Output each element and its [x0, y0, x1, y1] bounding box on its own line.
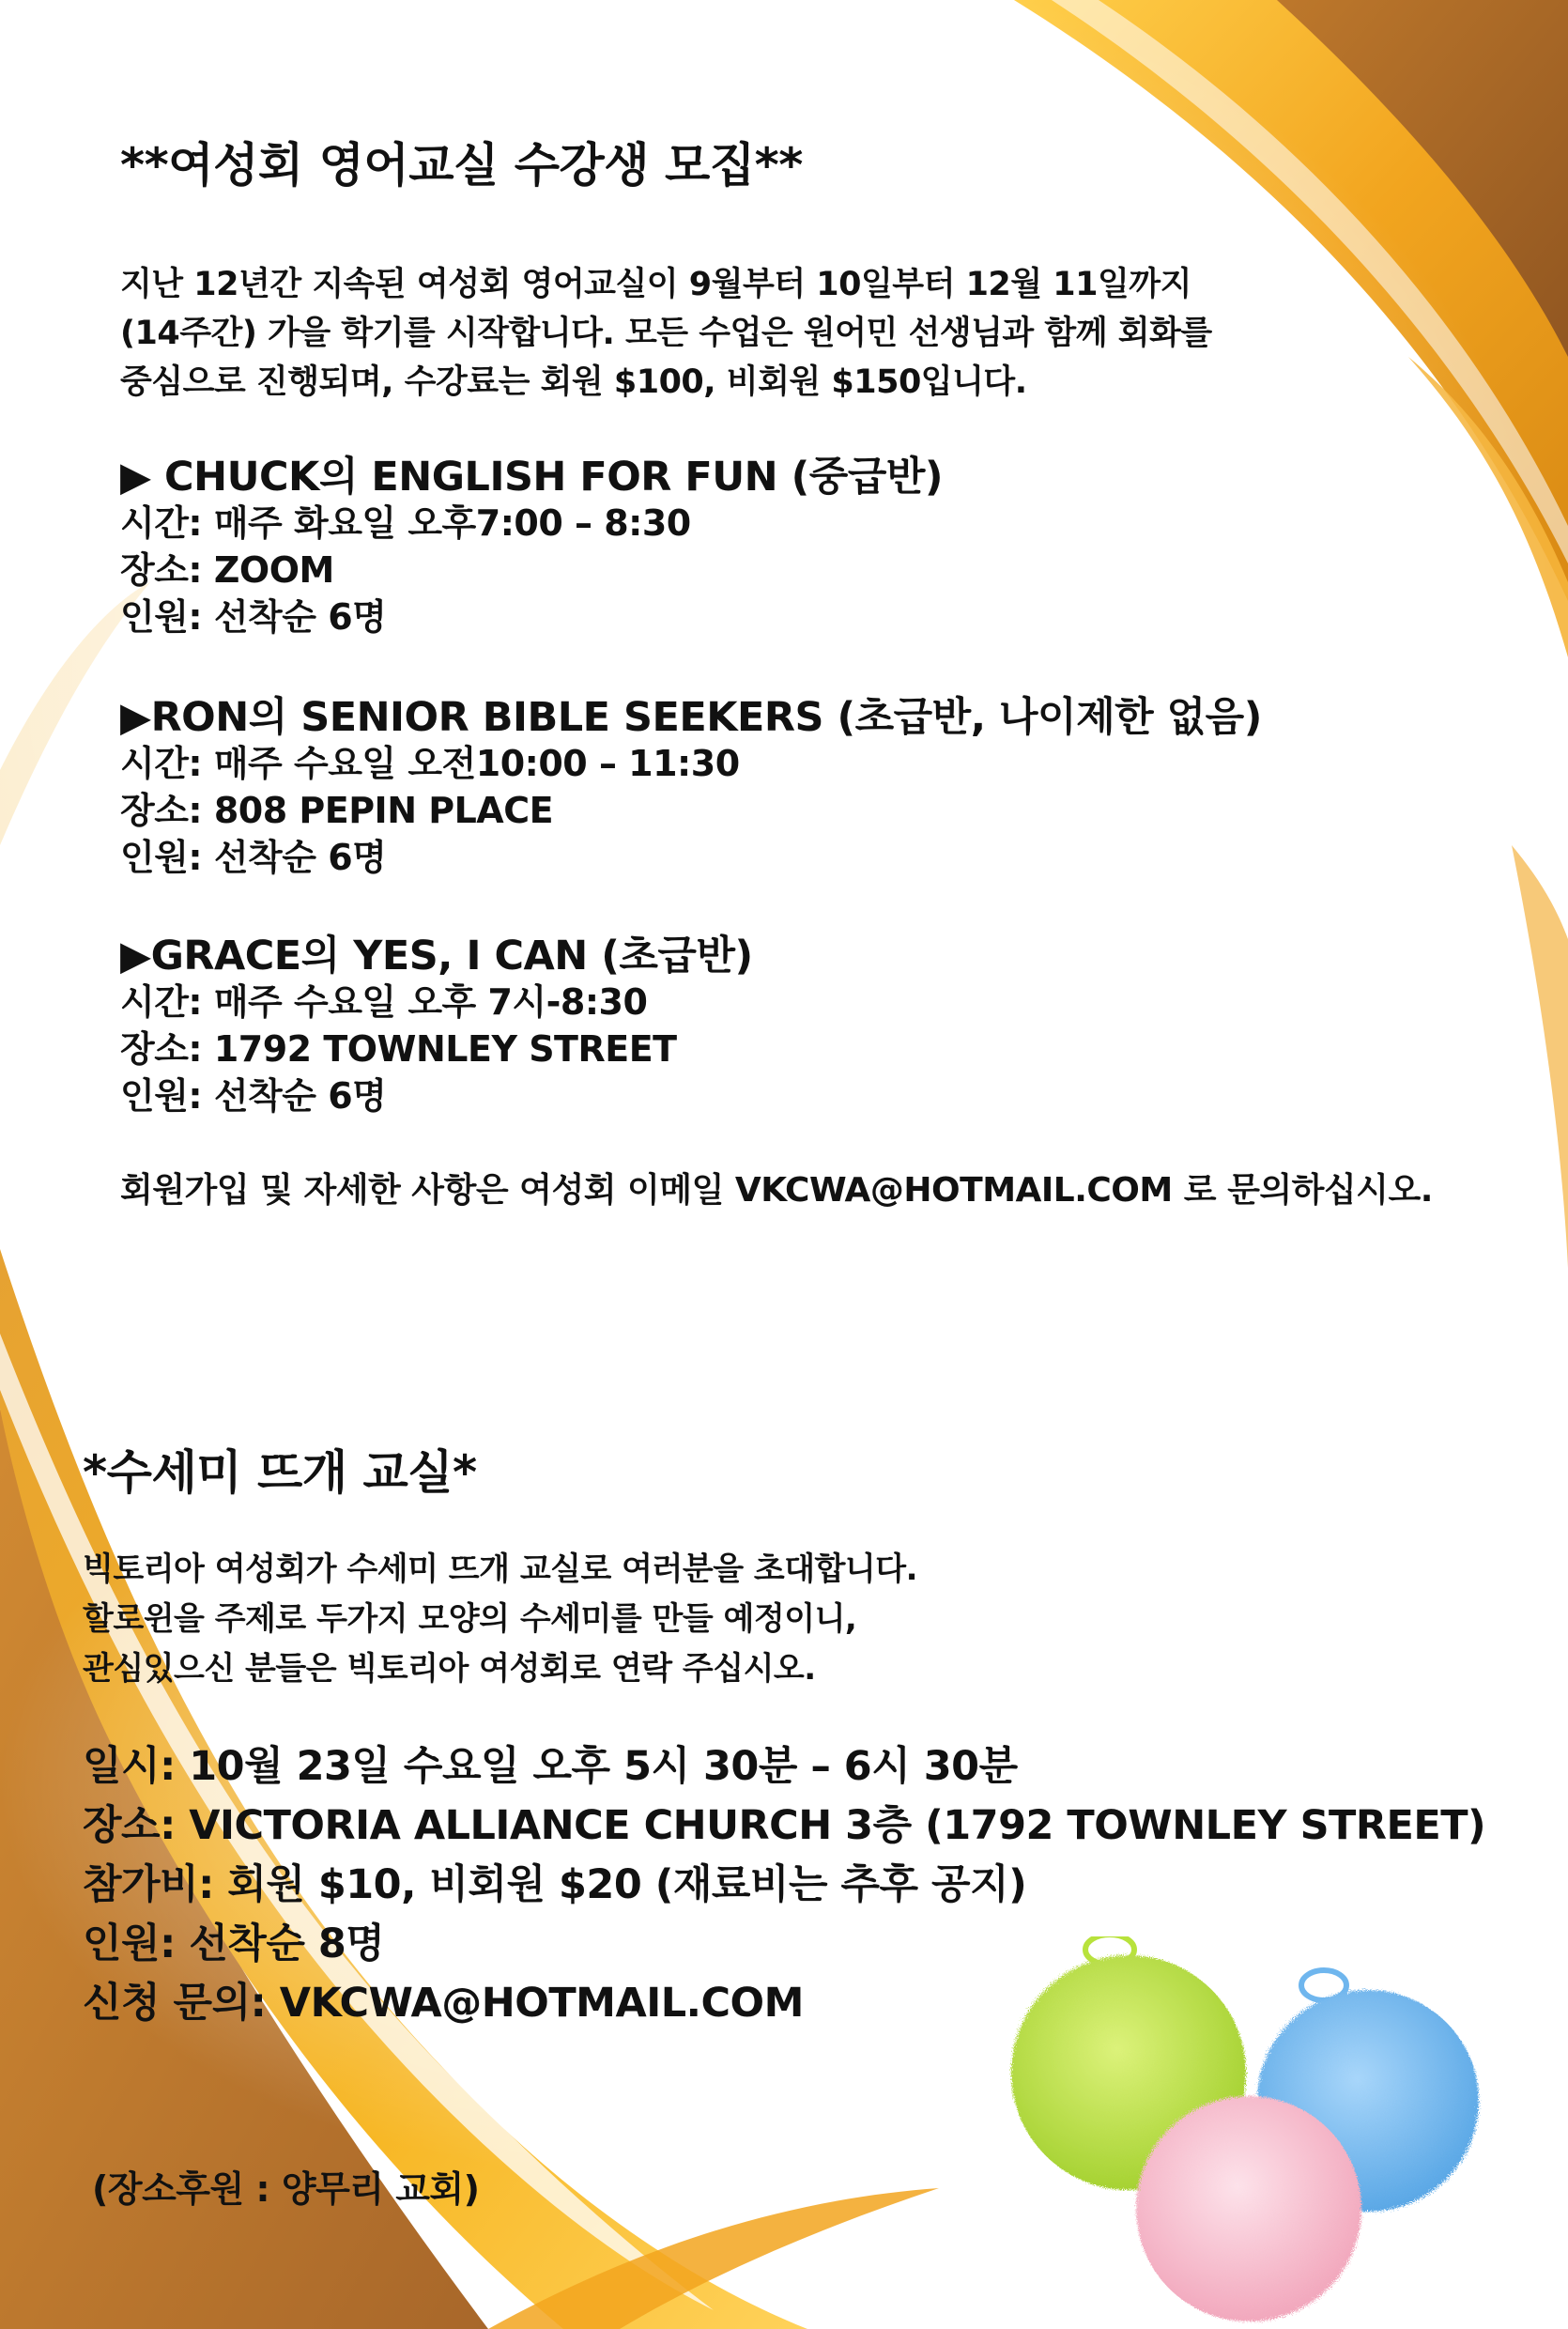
knitting-intro-line-1: 빅토리아 여성회가 수세미 뜨개 교실로 여러분을 초대합니다.	[83, 1550, 918, 1588]
knitting-inquiry: 신청 문의: VKCWA@HOTMAIL.COM	[83, 1980, 804, 2027]
course-3-heading: ▶GRACE의 YES, I CAN (초급반)	[120, 933, 753, 979]
course-2-heading: ▶RON의 SENIOR BIBLE SEEKERS (초급반, 나이제한 없음)	[120, 694, 1262, 741]
course-1-capacity: 인원: 선착순 6명	[120, 596, 387, 638]
knitting-class-title: *수세미 뜨개 교실*	[83, 1445, 477, 1500]
knitting-place: 장소: VICTORIA ALLIANCE CHURCH 3층 (1792 TOWNLEY STREET)	[83, 1802, 1486, 1849]
course-3-place: 장소: 1792 TOWNLEY STREET	[120, 1028, 677, 1070]
knitting-intro-line-2: 할로윈을 주제로 두가지 모양의 수세미를 만들 예정이니,	[83, 1600, 857, 1638]
knitting-fee: 참가비: 회원 $10, 비회원 $20 (재료비는 추후 공지)	[83, 1861, 1027, 1908]
english-class-title: **여성회 영어교실 수강생 모집**	[120, 138, 803, 193]
english-intro-line-1: 지난 12년간 지속된 여성회 영어교실이 9월부터 10일부터 12월 11일까지	[120, 266, 1191, 303]
knitting-date: 일시: 10월 23일 수요일 오후 5시 30분 – 6시 30분	[83, 1743, 1018, 1790]
english-intro-line-2: (14주간) 가을 학기를 시작합니다. 모든 수업은 원어민 선생님과 함께 회화를	[120, 315, 1212, 352]
english-contact: 회원가입 및 자세한 사항은 여성회 이메일 VKCWA@HOTMAIL.COM 로 문의하십시오.	[120, 1171, 1433, 1210]
course-2-time: 시간: 매주 수요일 오전10:00 – 11:30	[120, 743, 740, 784]
course-3-time: 시간: 매주 수요일 오후 7시-8:30	[120, 981, 648, 1023]
venue-sponsor: (장소후원 : 양무리 교회)	[92, 2168, 480, 2210]
english-intro-line-3: 중심으로 진행되며, 수강료는 회원 $100, 비회원 $150입니다.	[120, 363, 1027, 401]
course-2-place: 장소: 808 PEPIN PLACE	[120, 790, 554, 831]
knitting-intro-line-3: 관심있으신 분들은 빅토리아 여성회로 연락 주십시오.	[83, 1650, 816, 1688]
course-1-heading: ▶ CHUCK의 ENGLISH FOR FUN (중급반)	[120, 454, 944, 501]
knitting-capacity: 인원: 선착순 8명	[83, 1920, 385, 1967]
course-2-capacity: 인원: 선착순 6명	[120, 837, 387, 878]
course-1-place: 장소: ZOOM	[120, 549, 334, 591]
course-1-time: 시간: 매주 화요일 오후7:00 – 8:30	[120, 502, 691, 544]
course-3-capacity: 인원: 선착순 6명	[120, 1075, 387, 1117]
